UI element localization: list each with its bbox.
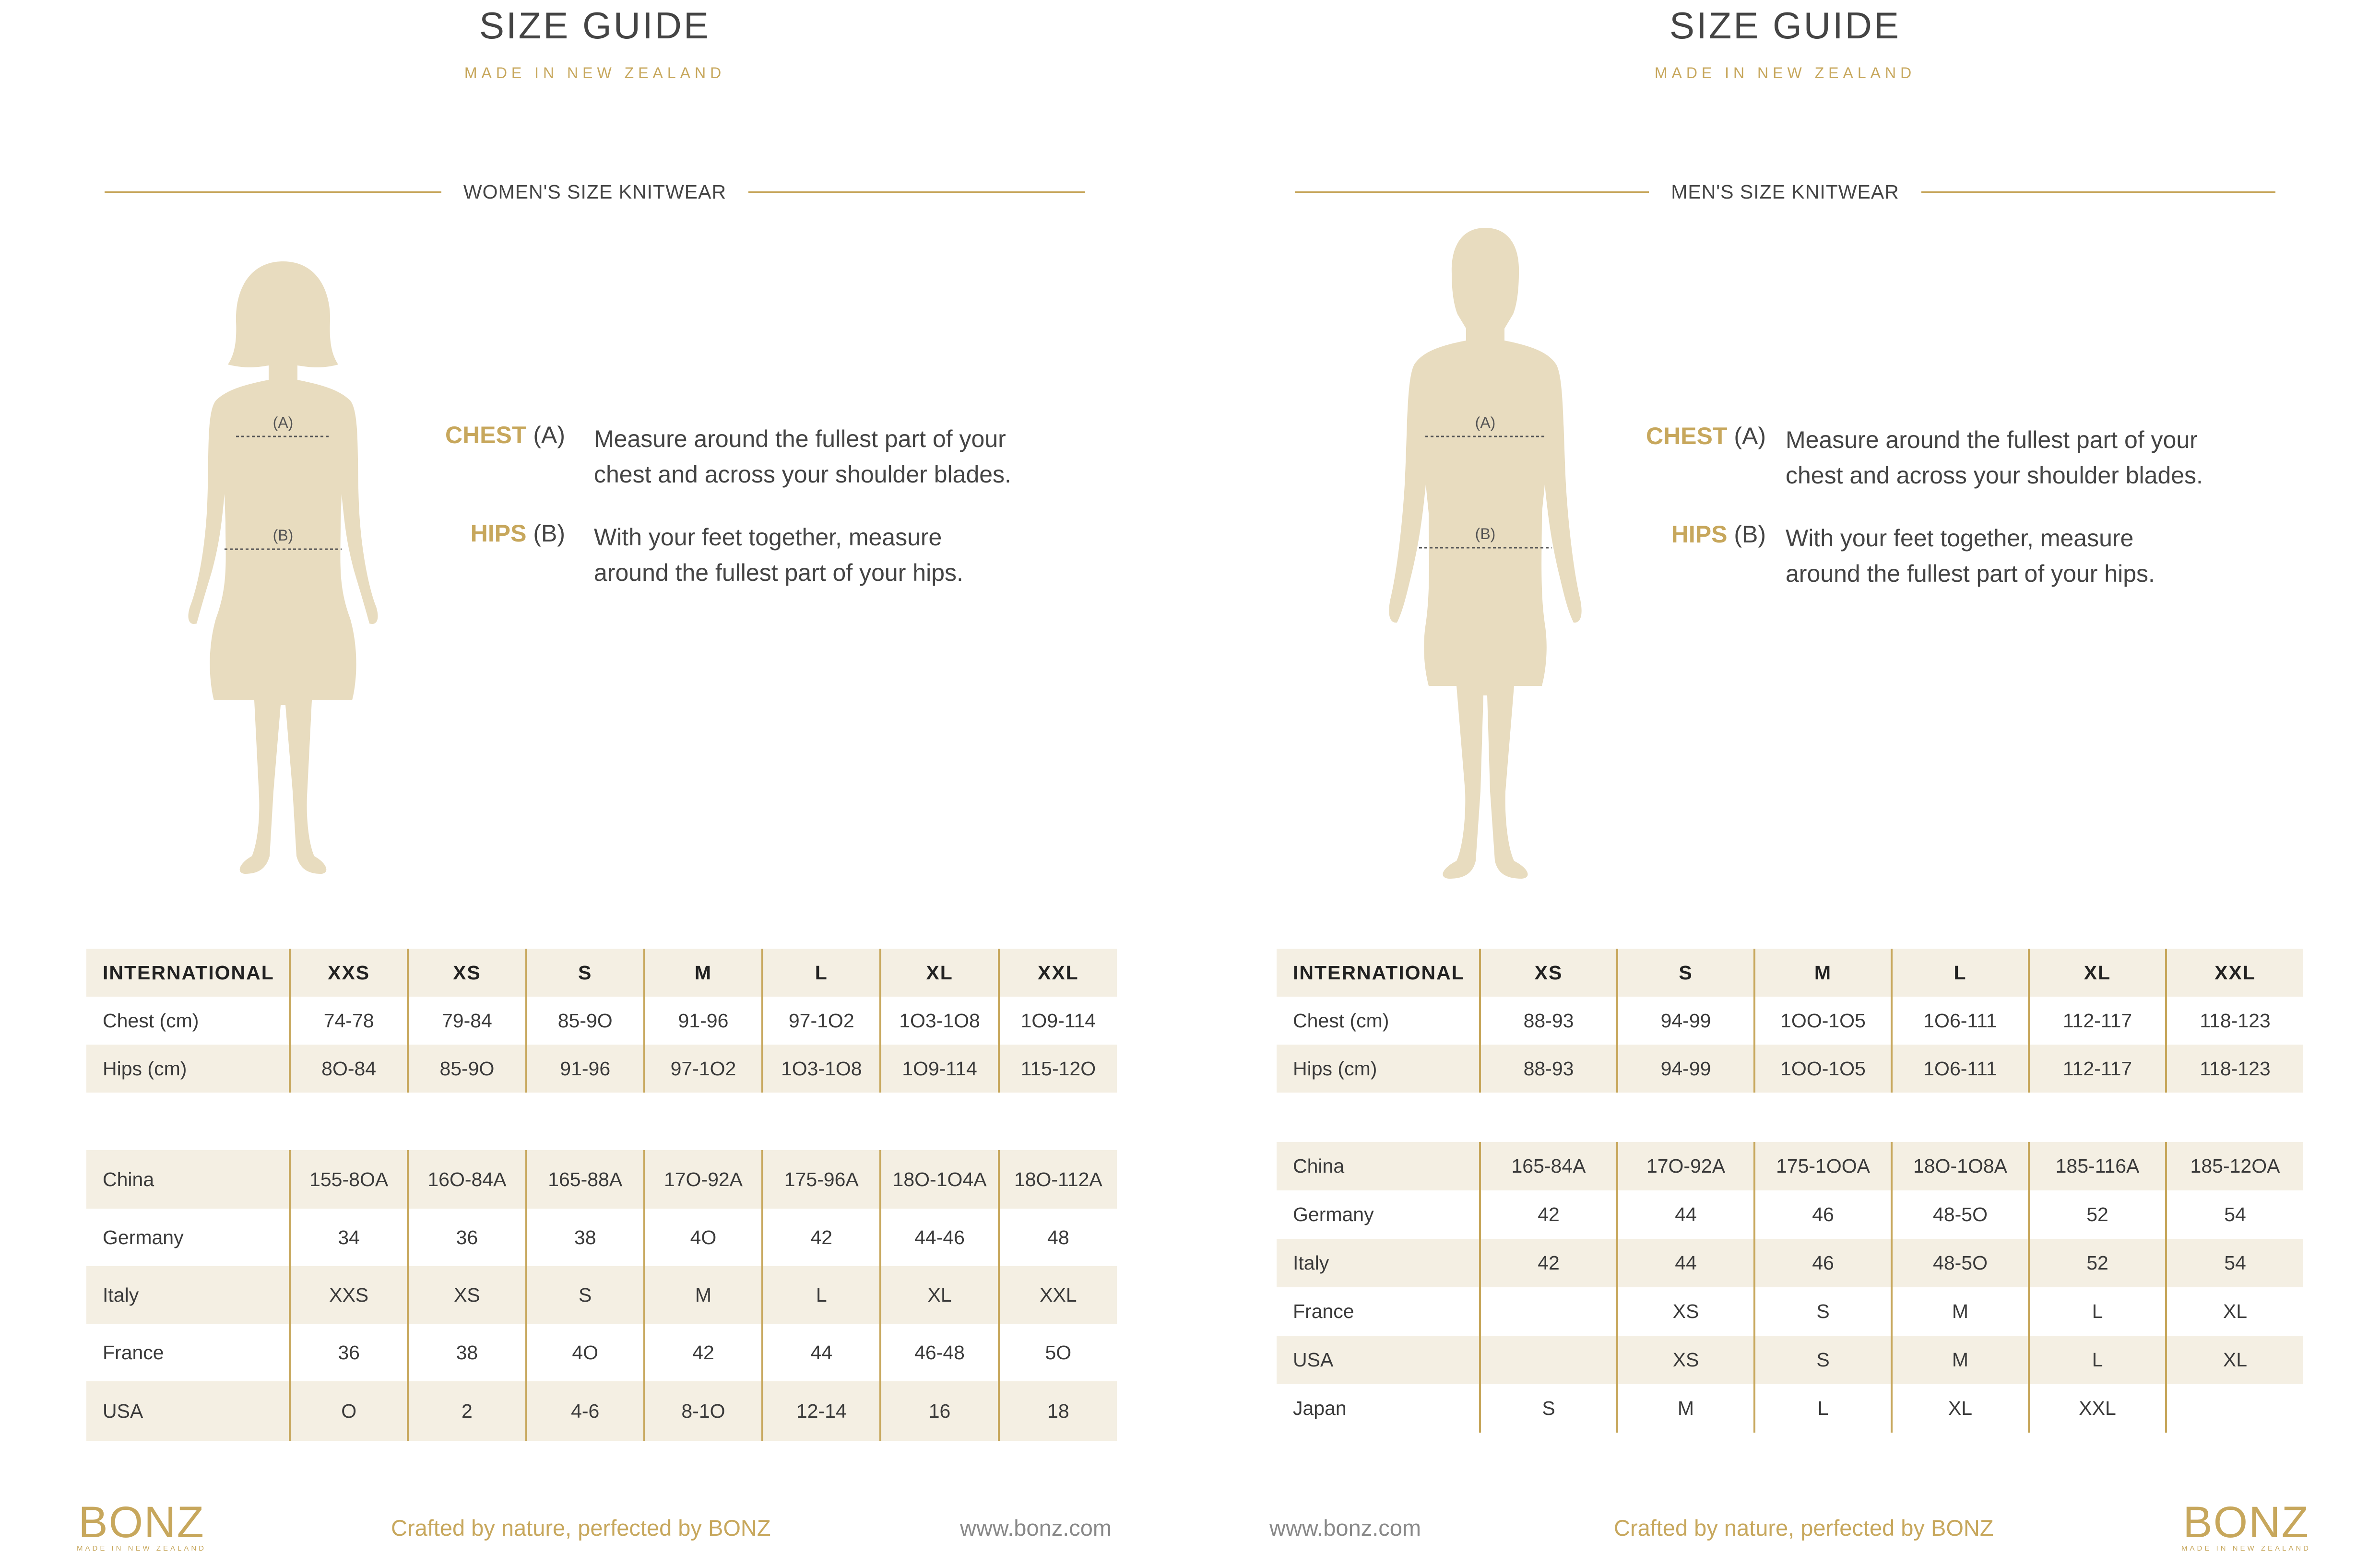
table-cell: 112-117 xyxy=(2029,1045,2166,1093)
footer-slogan: Crafted by nature, perfected by BONZ xyxy=(1614,1515,1994,1541)
table-cell: 155-8OA xyxy=(290,1150,408,1209)
table-cell: 44 xyxy=(1617,1190,1754,1239)
row-label: Italy xyxy=(86,1266,290,1324)
table-cell: XL xyxy=(1892,1384,2029,1433)
divider-line xyxy=(1921,191,2275,193)
mark-a-label: (A) xyxy=(1475,414,1496,431)
section-divider xyxy=(1295,177,2275,206)
chest-term: CHEST xyxy=(1646,423,1728,449)
table-cell: 36 xyxy=(408,1209,526,1266)
table-cell: 1O6-111 xyxy=(1892,1045,2029,1093)
table-header: S xyxy=(526,949,644,997)
hips-term: HIPS xyxy=(470,520,527,547)
table-cell: 94-99 xyxy=(1617,1045,1754,1093)
table-header: INTERNATIONAL xyxy=(86,949,290,997)
hips-code: (B) xyxy=(533,520,565,547)
table-cell: 8O-84 xyxy=(290,1045,408,1093)
table-row xyxy=(1277,1045,2303,1093)
row-label: China xyxy=(86,1150,290,1209)
chest-desc-line1: Measure around the fullest part of your xyxy=(594,425,1006,452)
chest-measure xyxy=(0,421,1190,507)
hips-term: HIPS xyxy=(1671,521,1728,548)
table-header: M xyxy=(1754,949,1892,997)
table-cell: 165-84A xyxy=(1480,1142,1617,1190)
table-cell: M xyxy=(1617,1384,1754,1433)
table-cell: 79-84 xyxy=(408,997,526,1045)
table-cell: 42 xyxy=(1480,1190,1617,1239)
table-cell: 12-14 xyxy=(762,1381,880,1441)
table-header: M xyxy=(644,949,762,997)
table-cell: 18O-1O8A xyxy=(1892,1142,2029,1190)
table-cell: 1O3-1O8 xyxy=(880,997,998,1045)
page-subtitle: MADE IN NEW ZEALAND xyxy=(1654,64,1916,82)
footer-slogan: Crafted by nature, perfected by BONZ xyxy=(391,1515,771,1541)
table-cell: 88-93 xyxy=(1480,1045,1617,1093)
row-label: France xyxy=(1293,1300,1354,1322)
table-cell: M xyxy=(1892,1336,2029,1384)
country-size-table xyxy=(1277,1142,2303,1433)
table-cell: XS xyxy=(1617,1287,1754,1336)
brand-logo[interactable] xyxy=(77,1500,206,1553)
table-cell: 4O xyxy=(526,1324,644,1381)
table-header-row xyxy=(1277,949,2303,997)
table-cell: 175-1OOA xyxy=(1754,1142,1892,1190)
row-label: Chest (cm) xyxy=(1293,1009,1389,1032)
table-cell: 4O xyxy=(644,1209,762,1266)
table-cell: 4-6 xyxy=(526,1381,644,1441)
table-cell: 85-9O xyxy=(408,1045,526,1093)
table-cell: XS xyxy=(408,1266,526,1324)
chest-desc-line1: Measure around the fullest part of your xyxy=(1786,426,2198,453)
row-label: Japan xyxy=(1293,1397,1347,1419)
row-label: France xyxy=(103,1341,164,1364)
table-cell: 42 xyxy=(762,1209,880,1266)
table-cell: 38 xyxy=(526,1209,644,1266)
table-header: XS xyxy=(408,949,526,997)
table-cell: M xyxy=(1892,1287,2029,1336)
table-cell: 1O9-114 xyxy=(880,1045,998,1093)
table-cell: S xyxy=(1754,1287,1892,1336)
international-size-table xyxy=(1277,949,2303,1093)
table-cell: 115-12O xyxy=(999,1045,1117,1093)
table-row xyxy=(1277,1142,2303,1190)
mark-b-label: (B) xyxy=(272,527,294,544)
table-cell: XXL xyxy=(2029,1384,2166,1433)
hips-code: (B) xyxy=(1734,521,1766,548)
table-cell: 1OO-1O5 xyxy=(1754,997,1892,1045)
hips-desc-line1: With your feet together, measure xyxy=(594,524,942,551)
table-header-row xyxy=(86,949,1117,997)
row-label: China xyxy=(1277,1142,1480,1190)
table-cell: 1O6-111 xyxy=(1892,997,2029,1045)
table-row xyxy=(1277,1384,2303,1433)
table-cell: 42 xyxy=(1480,1239,1617,1287)
table-row xyxy=(86,1209,1117,1266)
table-cell: XXL xyxy=(999,1266,1117,1324)
table-cell: 16O-84A xyxy=(408,1150,526,1209)
divider-line xyxy=(1295,191,1649,193)
table-header: XL xyxy=(2029,949,2166,997)
table-row xyxy=(1277,1190,2303,1239)
table-cell: 91-96 xyxy=(526,1045,644,1093)
hips-measure xyxy=(1190,520,2380,607)
table-row xyxy=(1277,1239,2303,1287)
section-title: MEN'S SIZE KNITWEAR xyxy=(1671,180,1899,203)
table-cell: 42 xyxy=(644,1324,762,1381)
row-label: Hips (cm) xyxy=(1277,1045,1480,1093)
table-cell: S xyxy=(526,1266,644,1324)
page-subtitle: MADE IN NEW ZEALAND xyxy=(464,64,726,82)
table-cell: 48-5O xyxy=(1892,1239,2029,1287)
table-cell: XL xyxy=(2166,1336,2303,1384)
table-cell: 16 xyxy=(880,1381,998,1441)
table-cell: 34 xyxy=(290,1209,408,1266)
row-label: USA xyxy=(86,1381,290,1441)
chest-measure xyxy=(1190,422,2380,508)
table-row xyxy=(1277,997,2303,1045)
hips-measure xyxy=(0,519,1190,606)
hips-desc-line2: around the fullest part of your hips. xyxy=(594,559,963,586)
table-row xyxy=(1277,1336,2303,1384)
hips-desc-line1: With your feet together, measure xyxy=(1786,525,2134,552)
table-cell: 94-99 xyxy=(1617,997,1754,1045)
table-header: XS xyxy=(1480,949,1617,997)
table-cell: 46 xyxy=(1754,1190,1892,1239)
mark-b-label: (B) xyxy=(1475,525,1496,542)
page-title: SIZE GUIDE xyxy=(1669,4,1901,47)
table-cell: 85-9O xyxy=(526,997,644,1045)
table-cell: 118-123 xyxy=(2166,1045,2303,1093)
brand-tagline: MADE IN NEW ZEALAND xyxy=(2181,1544,2311,1553)
mark-a-label: (A) xyxy=(272,414,294,431)
table-row xyxy=(86,1150,1117,1209)
footer-url-link[interactable]: www.bonz.com xyxy=(1269,1515,1421,1541)
hips-desc-line2: around the fullest part of your hips. xyxy=(1786,560,2155,587)
table-cell: 88-93 xyxy=(1480,997,1617,1045)
divider-line xyxy=(748,191,1085,193)
row-label: Germany xyxy=(103,1226,184,1248)
table-cell: M xyxy=(644,1266,762,1324)
table-cell: 44-46 xyxy=(880,1209,998,1266)
table-cell: 18O-1O4A xyxy=(880,1150,998,1209)
table-cell: 44 xyxy=(762,1324,880,1381)
table-cell: O xyxy=(290,1381,408,1441)
chest-desc-line2: chest and across your shoulder blades. xyxy=(594,461,1011,488)
table-cell: 1O3-1O8 xyxy=(762,1045,880,1093)
table-row xyxy=(86,1381,1117,1441)
table-cell: 185-116A xyxy=(2029,1142,2166,1190)
table-cell: 54 xyxy=(2166,1190,2303,1239)
table-cell: 54 xyxy=(2166,1239,2303,1287)
table-cell: 91-96 xyxy=(644,997,762,1045)
footer-url-link[interactable]: www.bonz.com xyxy=(960,1515,1112,1541)
table-cell: XS xyxy=(1617,1336,1754,1384)
table-cell: 38 xyxy=(408,1324,526,1381)
chest-code: (A) xyxy=(1734,423,1766,449)
table-cell: S xyxy=(1480,1384,1617,1433)
table-cell: 118-123 xyxy=(2166,997,2303,1045)
table-row xyxy=(86,1266,1117,1324)
table-cell: 36 xyxy=(290,1324,408,1381)
table-cell: 97-1O2 xyxy=(644,1045,762,1093)
table-cell: 112-117 xyxy=(2029,997,2166,1045)
table-cell: L xyxy=(2029,1336,2166,1384)
table-cell: 18 xyxy=(999,1381,1117,1441)
country-size-table xyxy=(86,1150,1117,1441)
table-cell: 44 xyxy=(1617,1239,1754,1287)
table-cell xyxy=(2166,1384,2303,1433)
table-cell xyxy=(1480,1287,1617,1336)
brand-name: BONZ xyxy=(78,1498,205,1547)
table-cell: 97-1O2 xyxy=(762,997,880,1045)
table-cell: 18O-112A xyxy=(999,1150,1117,1209)
table-cell: 165-88A xyxy=(526,1150,644,1209)
table-header: S xyxy=(1617,949,1754,997)
table-cell: XXS xyxy=(290,1266,408,1324)
table-row xyxy=(86,1045,1117,1093)
table-row xyxy=(1277,1287,2303,1336)
table-cell: 17O-92A xyxy=(1617,1142,1754,1190)
table-header: L xyxy=(762,949,880,997)
table-header: XXL xyxy=(999,949,1117,997)
table-header: XXL xyxy=(2166,949,2303,997)
table-cell: XL xyxy=(2166,1287,2303,1336)
chest-code: (A) xyxy=(533,422,565,448)
table-header: L xyxy=(1892,949,2029,997)
table-row xyxy=(86,1324,1117,1381)
table-cell: S xyxy=(1754,1336,1892,1384)
table-cell xyxy=(1480,1336,1617,1384)
table-cell: 17O-92A xyxy=(644,1150,762,1209)
section-divider xyxy=(105,177,1085,206)
row-label: Hips (cm) xyxy=(86,1045,290,1093)
table-header: XXS xyxy=(290,949,408,997)
table-row xyxy=(86,997,1117,1045)
international-size-table xyxy=(86,949,1117,1093)
page-title: SIZE GUIDE xyxy=(479,4,711,47)
men-page xyxy=(1190,0,2380,1553)
table-cell: L xyxy=(2029,1287,2166,1336)
table-header: INTERNATIONAL xyxy=(1277,949,1480,997)
table-cell: 48-5O xyxy=(1892,1190,2029,1239)
table-cell: 1OO-1O5 xyxy=(1754,1045,1892,1093)
table-cell: 185-12OA xyxy=(2166,1142,2303,1190)
table-cell: XL xyxy=(880,1266,998,1324)
chest-desc-line2: chest and across your shoulder blades. xyxy=(1786,462,2203,489)
section-title: WOMEN'S SIZE KNITWEAR xyxy=(463,180,727,203)
table-cell: 1O9-114 xyxy=(999,997,1117,1045)
divider-line xyxy=(105,191,441,193)
table-cell: 52 xyxy=(2029,1239,2166,1287)
table-cell: 46-48 xyxy=(880,1324,998,1381)
table-cell: 8-1O xyxy=(644,1381,762,1441)
row-label: Chest (cm) xyxy=(103,1009,199,1032)
row-label: Italy xyxy=(1277,1239,1480,1287)
row-label: USA xyxy=(1277,1336,1480,1384)
table-cell: 74-78 xyxy=(290,997,408,1045)
table-cell: 48 xyxy=(999,1209,1117,1266)
table-cell: L xyxy=(1754,1384,1892,1433)
row-label: Germany xyxy=(1293,1203,1374,1225)
table-cell: 52 xyxy=(2029,1190,2166,1239)
brand-name: BONZ xyxy=(2183,1498,2309,1547)
brand-logo[interactable] xyxy=(2181,1500,2311,1553)
table-cell: 2 xyxy=(408,1381,526,1441)
table-cell: 5O xyxy=(999,1324,1117,1381)
chest-term: CHEST xyxy=(445,422,527,448)
brand-tagline: MADE IN NEW ZEALAND xyxy=(77,1544,207,1553)
table-cell: L xyxy=(762,1266,880,1324)
table-header: XL xyxy=(880,949,998,997)
table-cell: 46 xyxy=(1754,1239,1892,1287)
table-cell: 175-96A xyxy=(762,1150,880,1209)
